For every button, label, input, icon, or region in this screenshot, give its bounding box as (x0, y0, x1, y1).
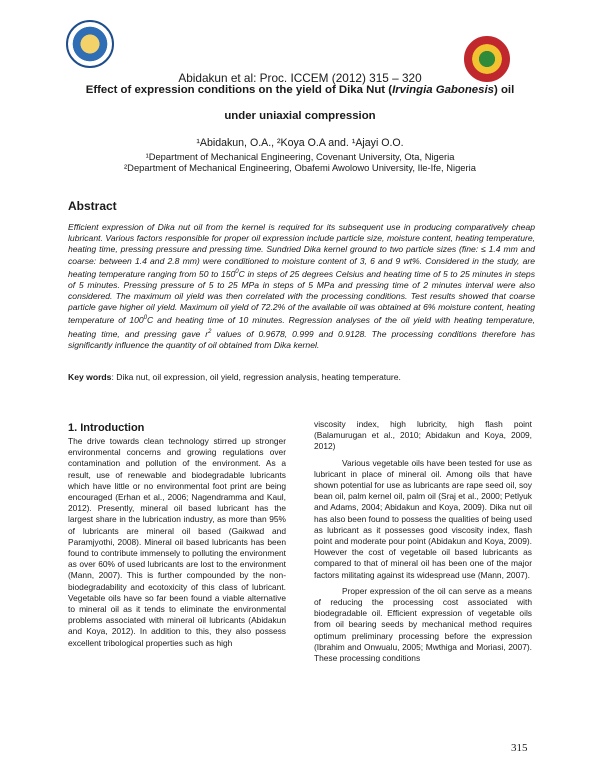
title-part1: Effect of expression conditions on the yield of Dika Nut ( (85, 84, 393, 96)
r-squared-sup: 2 (208, 328, 212, 335)
introduction-heading: 1. Introduction (68, 422, 145, 434)
abstract-heading: Abstract (68, 199, 117, 213)
keywords-text: : Dika nut, oil expression, oil yield, regression analysis, heating temperature. (111, 372, 401, 382)
degree-sup-2: 0 (143, 315, 148, 322)
affiliation-2: ²Department of Mechanical Engineering, Obafemi Awolowo University, Ile-Ife, Nigeria (124, 162, 476, 173)
intro-paragraph-3: Proper expression of the oil can serve as a means of reducing the processing cost associated with biodegradable oil. Efficient expression of vegetable oils from oil bearing seeds by mechanical method requires optimum preliminary processing before the expression (Ibrahim and Onwualu, 2005; Mwthiga and Moriasi, 2007). These processing conditions (314, 585, 532, 664)
abstract-body (68, 222, 535, 351)
left-column (68, 421, 286, 649)
author-list: ¹Abidakun, O.A., ²Koya O.A and. ¹Ajayi O.O. (196, 137, 404, 149)
intro-paragraph-2: Various vegetable oils have been tested for use as lubricant in place of mineral oil. Among oils that have shown potential for use as lubricants are rape seed oil, soy bean oil, palm kernel oil, palm oil (Sraj et al., 2000; Petlyuk and Adams, 2004; Abidakun and Koya, 2009). Dika nut oil has also been found to possess the qualities of being used as lubricant as it possesses good viscosity index, flash point and moderate pour point (Abidakun and Koya, 2009). However the cost of vegetable oil based lubricants as compared to that of mineral oil has been one of the major factors militating against its widespread use (Mann, 2007). (314, 457, 532, 580)
covenant-university-logo (66, 20, 114, 68)
keywords-line (68, 372, 535, 382)
right-column (314, 419, 532, 664)
paper-title-line2: under uniaxial compression (224, 110, 376, 122)
title-part2: ) oil (493, 84, 515, 96)
page-number: 315 (511, 742, 528, 754)
affiliation-1: ¹Department of Mechanical Engineering, Covenant University, Ota, Nigeria (145, 151, 455, 162)
degree-sup-1: 0 (235, 268, 239, 275)
intro-paragraph-1: The drive towards clean technology stirred up stronger environmental concerns and growing regulations over contamination and pollution of the environment. As a result, use of renewable and biodegradable lubricants which have little or no environmental foot print are being encouraged (Erhan et al., 2006; Nagendramma and Kaul, 2012). Presently, mineral oil based lubricant has the largest share in the lubrication industry, as more than 95% of lubricants are mineral oil based (Gaikwad and Paramjyothi, 2008). Mineral oil based lubricants has been found to contribute immensely to polluting the environment as over 60% of used lubricants are lost to the environment (Mann, 2007). This is further compounded by the non-biodegradability and ecotoxicity of this class of lubricant. Vegetable oils have so far been found a viable alternative to mineral oil as it tends to eliminate the environmental problems associated with mineral oil lubricants (Abidakun and Koya, 2012). In addition to this, they also possess excellent tribological properties such as high (68, 436, 286, 648)
abstract-text-a: Efficient expression of Dika nut oil from the kernel is required for its subsequent use in producing comparatively cheap lubricant. Various factors responsible for proper oil expression include particle size, moisture content, heating temperature, heating time, pressing pressure and pressing time. Sundried Dika kernel ground to two particle sizes (fine: ≤ 1.4 mm and coarse: between 1.4 and 2.8 mm) were conditioned to moisture content of 3, 6 and 9 wt%. Considered in the study, are heating temperature ranging from 50 to 150 (68, 222, 535, 279)
keywords-label: Key words (68, 372, 112, 382)
title-species: Irvingia Gabonesis (392, 84, 494, 96)
abstract-text-c: C and heating time of 10 minutes. Regression analyses of the oil yield with heating temperature, heating time, and pressing gave r (68, 315, 535, 339)
paper-title (0, 84, 600, 96)
intro-paragraph-1-continued: viscosity index, high lubricity, high flash point (Balamurugan et al., 2010; Abidakun and Koya, 2009, 2012) (314, 419, 532, 452)
abstract-text-d: values of 0.9678, 0.999 and 0.9128. The processing conditions therefore has significantly influence the quantity of oil obtained from Dika kernel. (68, 328, 535, 350)
abstract-text-b: C in steps of 25 degrees Celsius and heating time of 5 to 25 minutes in steps of 5 minutes. Pressing pressure of 5 to 25 MPa in steps of 5 MPa and pressing time of 2 minutes interval were also considered. The maximum oil yield was then correlated with the processing conditions. Test results showed that coarse particle gave higher oil yield. Maximum oil yield of 72.2% of the available oil was obtained at 6% moisture content, heating temperature of 100 (68, 268, 535, 326)
citation-line: Abidakun et al: Proc. ICCEM (2012) 315 – 320 (178, 71, 422, 85)
